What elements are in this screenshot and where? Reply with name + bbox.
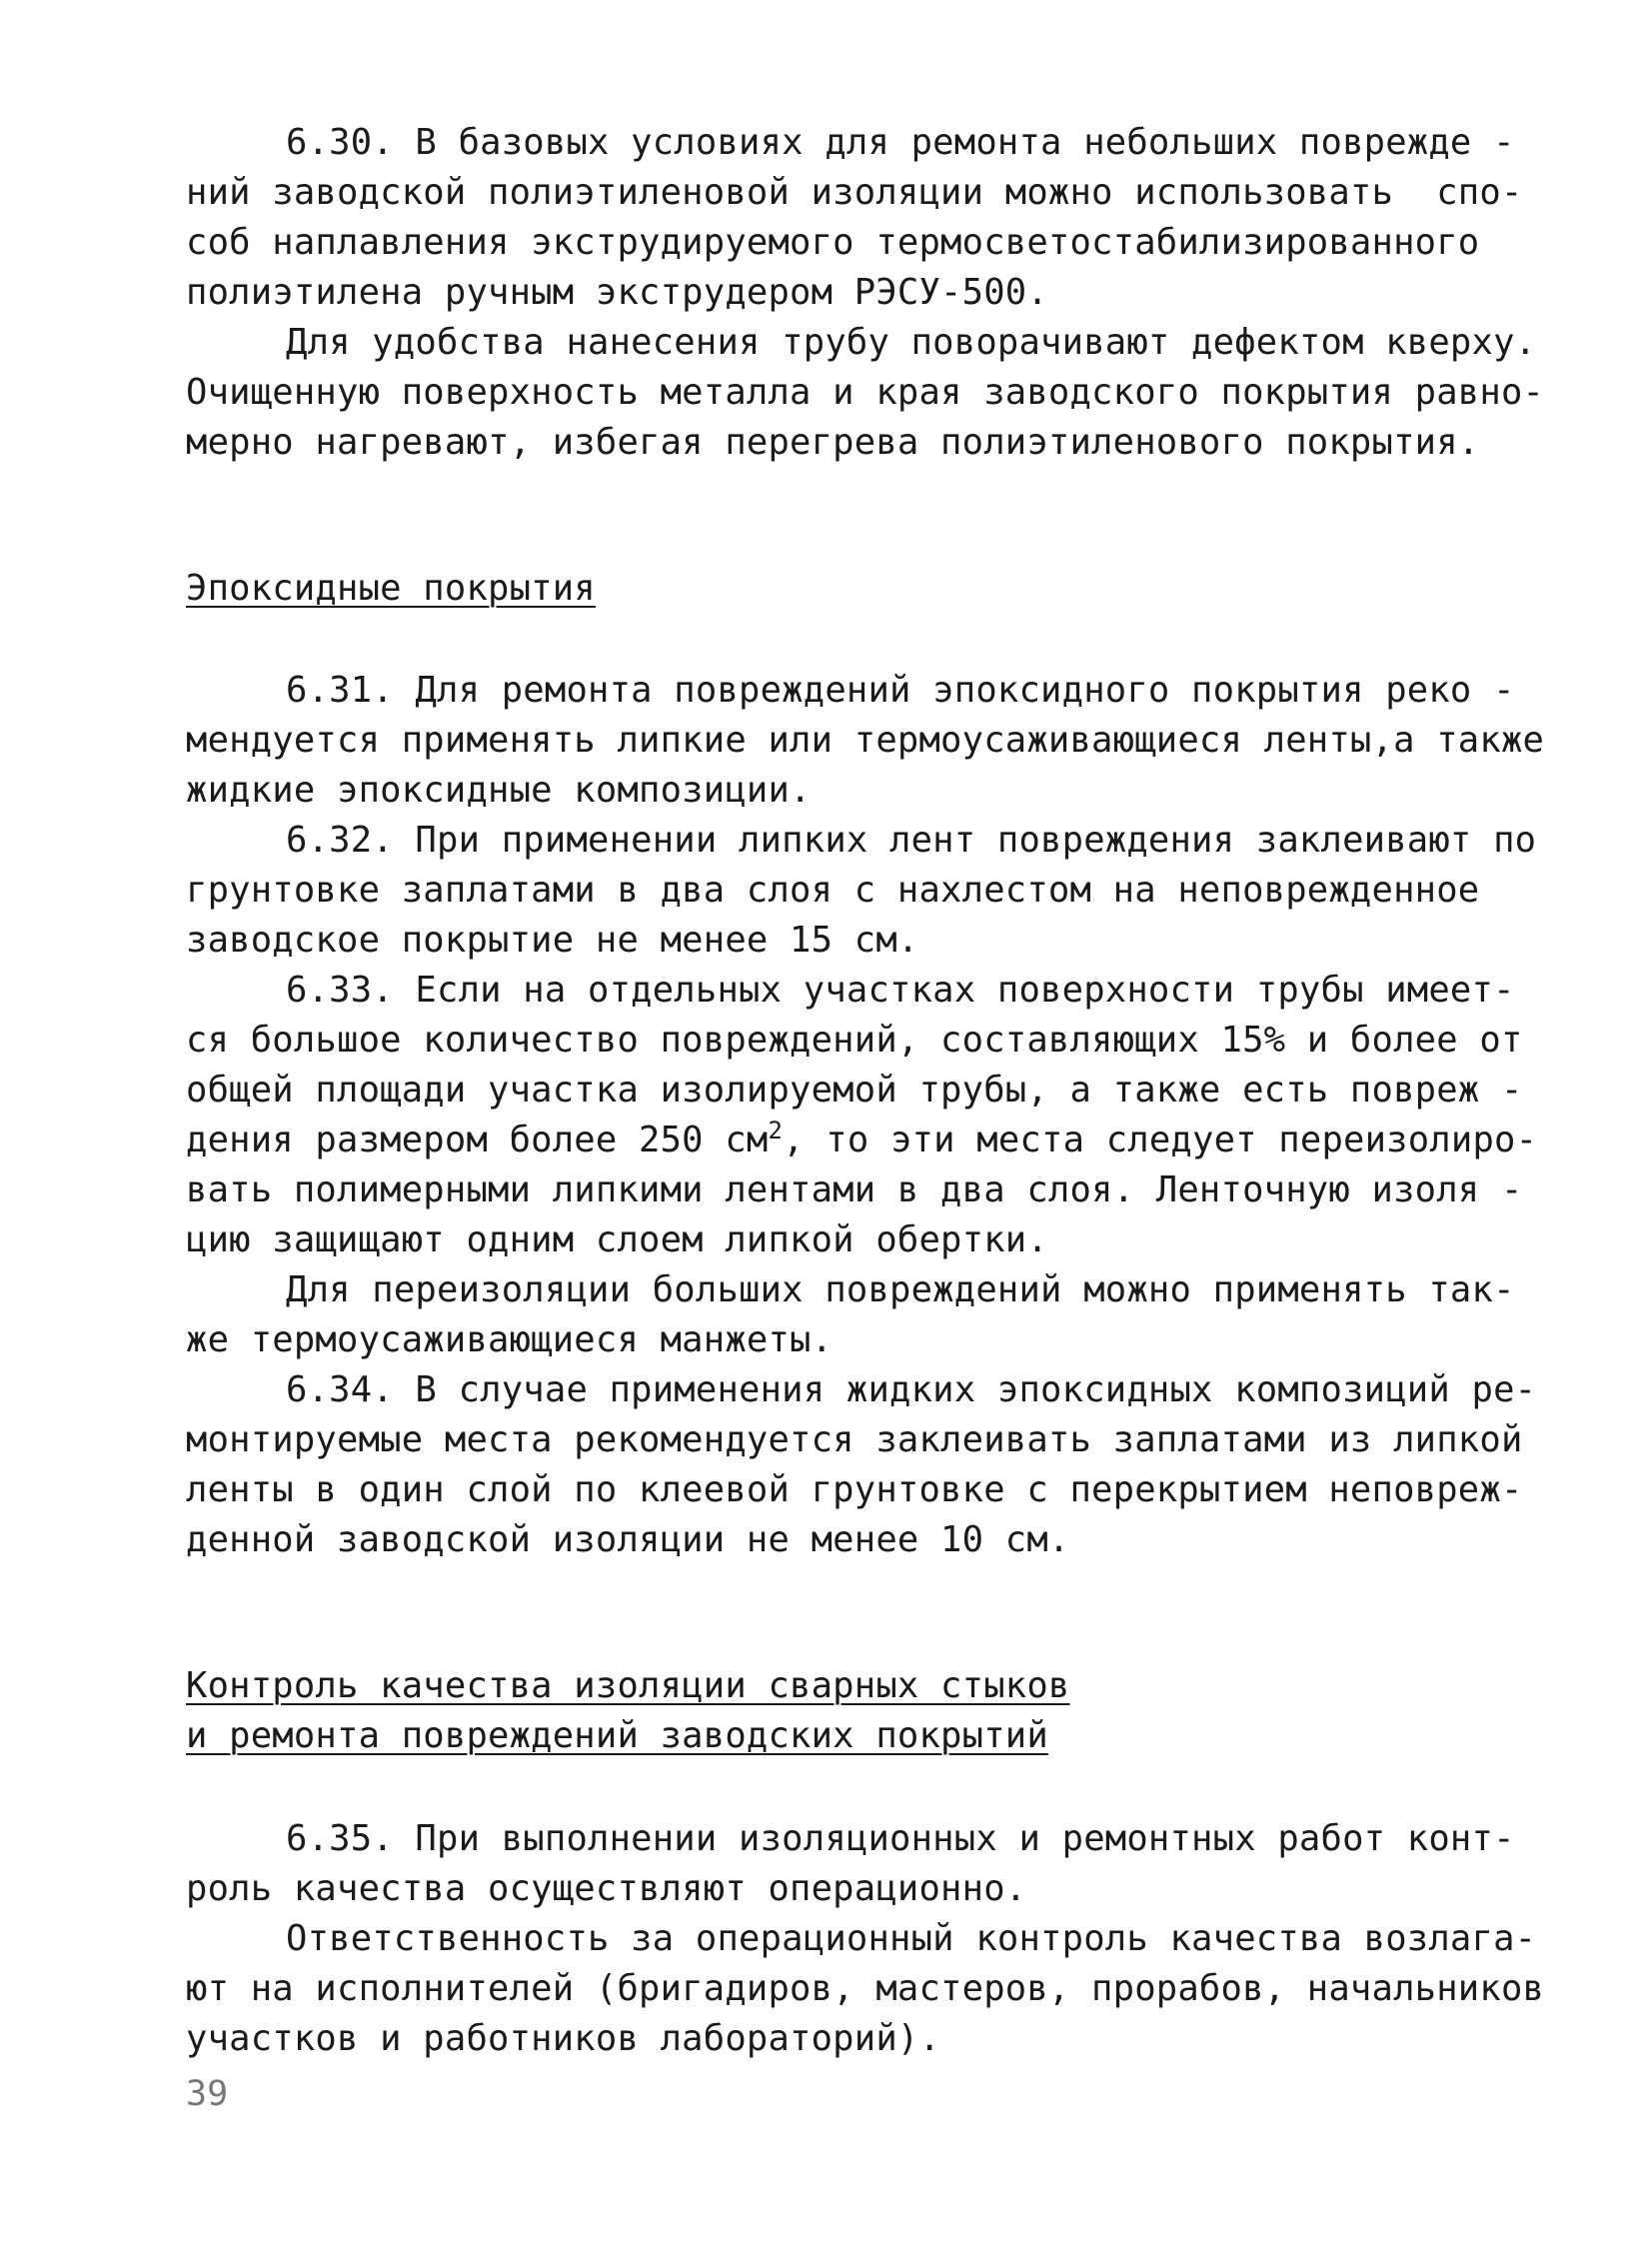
text-line: 6.31. Для ремонта повреждений эпоксидного покрытия реко - bbox=[286, 670, 1515, 711]
text-line: вать полимерными липкими лентами в два слоя. Ленточную изоля - bbox=[186, 1169, 1523, 1210]
text-line-part: дения размером более 250 см bbox=[186, 1120, 769, 1160]
section-heading: Эпоксидные покрытия bbox=[186, 568, 596, 609]
text-line: 6.34. В случае применения жидких эпоксидных композиций ре- bbox=[286, 1369, 1537, 1410]
text-line: Ответственность за операционный контроль качества возлага- bbox=[286, 1918, 1537, 1959]
text-line-part: , то эти места следует переизолиро- bbox=[783, 1120, 1538, 1160]
text-line: 6.32. При применении липких лент повреждения заклеивают по bbox=[286, 820, 1537, 861]
text-line: 6.33. Если на отдельных участках поверхности трубы имеет- bbox=[286, 970, 1515, 1011]
text-line: 6.30. В базовых условиях для ремонта небольших повреждe - bbox=[286, 122, 1515, 163]
text-line: Очищенную поверхность металла и края заводского покрытия равно- bbox=[186, 372, 1545, 413]
text-line: заводское покрытие не менее 15 см. bbox=[186, 920, 919, 961]
text-line: ют на исполнителей (бригадиров, мастеров, прорабов, начальников bbox=[186, 1968, 1545, 2009]
text-line: мендуется применять липкие или термоусаживающиеся ленты,а также bbox=[186, 720, 1545, 761]
text-line: мерно нагревают, избегая перегрева полиэтиленового покрытия. bbox=[186, 422, 1480, 463]
text-line: общей площади участка изолируемой трубы, а также есть повреж - bbox=[186, 1070, 1523, 1111]
text-line: цию защищают одним слоем липкой обертки. bbox=[186, 1219, 1048, 1260]
text-line: полиэтилена ручным экструдером РЭСУ-500. bbox=[186, 272, 1048, 313]
text-line bbox=[186, 1116, 1537, 1165]
text-line: ся большое количество повреждений, составляющих 15% и более от bbox=[186, 1020, 1523, 1061]
page-number: 39 bbox=[186, 2074, 229, 2114]
text-line: жидкие эпоксидные композиции. bbox=[186, 770, 812, 811]
text-line: Для переизоляции больших повреждений можно применять так- bbox=[286, 1269, 1515, 1310]
text-line: соб наплавления экструдируемого термосветостабилизированного bbox=[186, 222, 1480, 263]
text-line: же термоусаживающиеся манжеты. bbox=[186, 1319, 833, 1360]
text-line: монтируемые места рекомендуется заклеивать заплатами из липкой bbox=[186, 1419, 1523, 1460]
text-line: ленты в один слой по клеевой грунтовке с перекрытием неповреж- bbox=[186, 1469, 1523, 1510]
text-line: ний заводской полиэтиленовой изоляции можно использовать спо- bbox=[186, 172, 1523, 213]
text-line: денной заводской изоляции не менее 10 см. bbox=[186, 1519, 1070, 1560]
section-heading: и ремонта повреждений заводских покрытий bbox=[186, 1715, 1048, 1756]
section-heading: Контроль качества изоляции сварных стыков bbox=[186, 1665, 1070, 1706]
text-line: роль качества осуществляют операционно. bbox=[186, 1868, 1027, 1909]
text-line: 6.35. При выполнении изоляционных и ремонтных работ конт- bbox=[286, 1818, 1515, 1859]
text-line: грунтовке заплатами в два слоя с нахлестом на неповрежденное bbox=[186, 870, 1480, 911]
text-line: Для удобства нанесения трубу поворачивают дефектом кверху. bbox=[286, 322, 1537, 363]
superscript: 2 bbox=[768, 1117, 784, 1144]
text-line: участков и работников лабораторий). bbox=[186, 2018, 941, 2059]
